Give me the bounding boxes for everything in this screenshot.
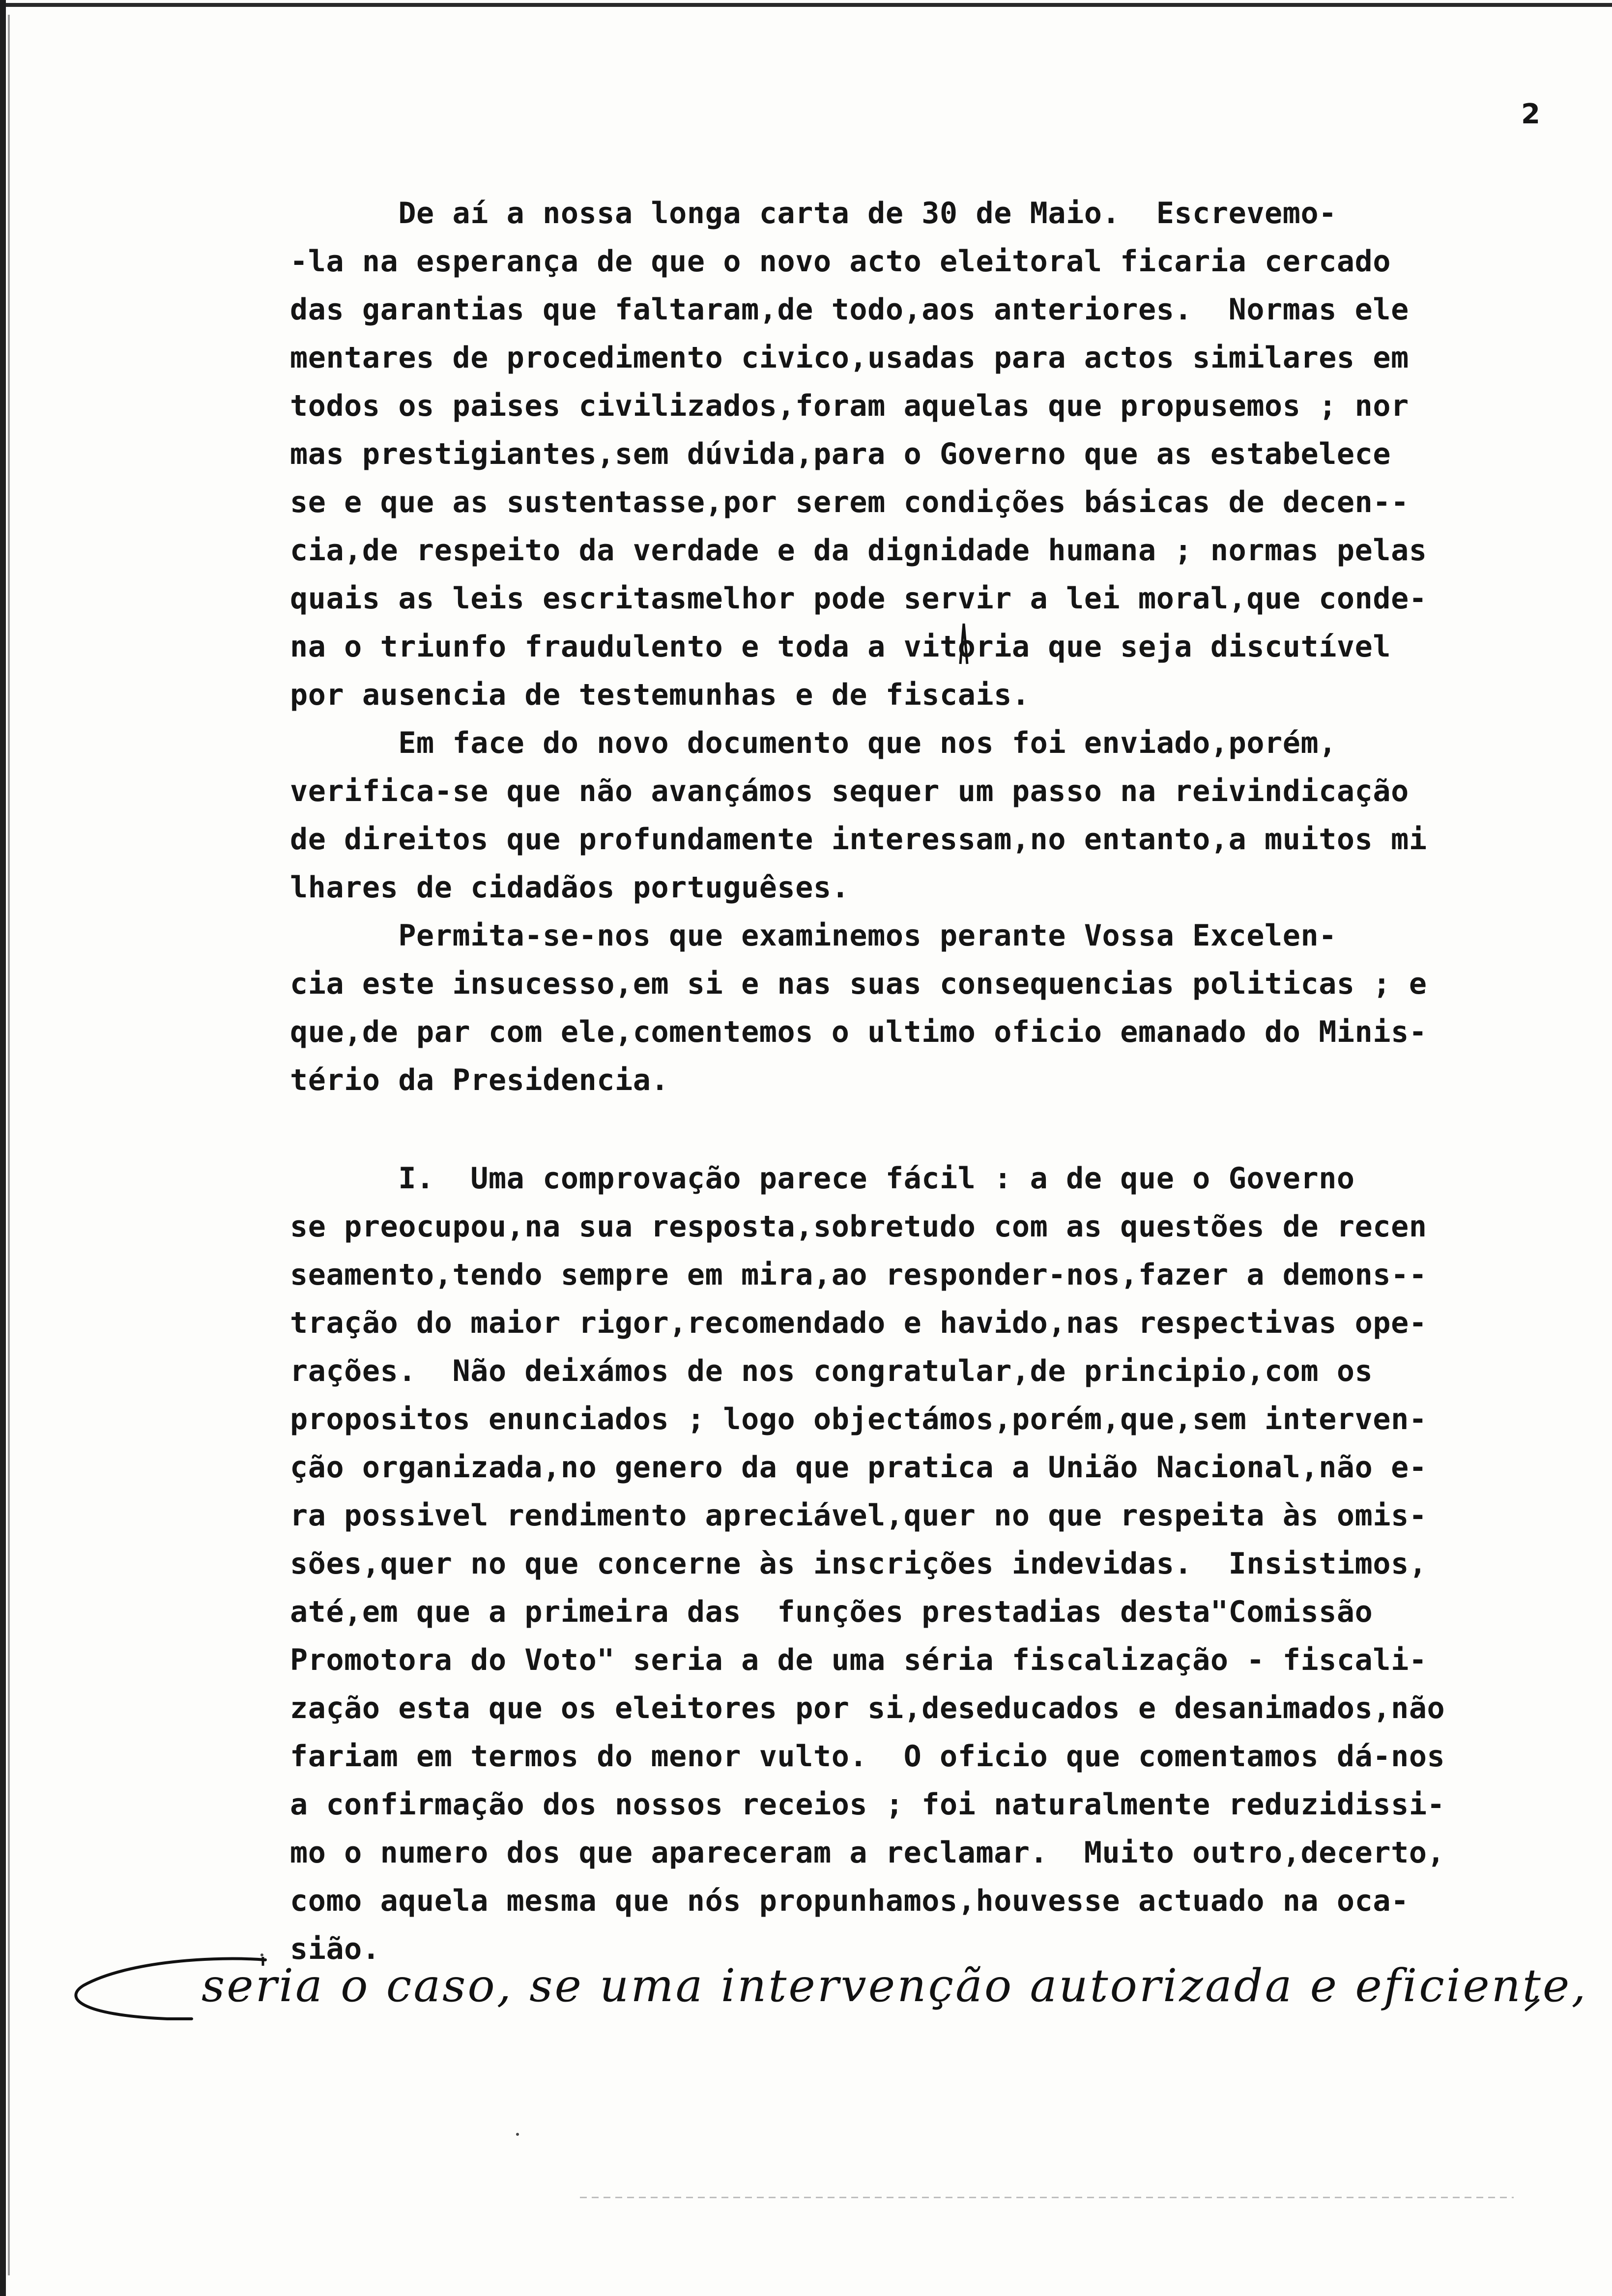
text-line: rações. Não deixámos de nos congratular,de principio,com os xyxy=(290,1354,1373,1388)
text-line: se preocupou,na sua resposta,sobretudo com as questões de recen xyxy=(290,1209,1427,1244)
paragraph-3 xyxy=(290,912,1587,1104)
scan-top-edge xyxy=(0,3,1612,7)
text-line: -la na esperança de que o novo acto eleitoral ficaria cercado xyxy=(290,244,1391,279)
text-line: cia,de respeito da verdade e da dignidade humana ; normas pelas xyxy=(290,533,1427,568)
text-line: das garantias que faltaram,de todo,aos anteriores. Normas ele xyxy=(290,292,1409,327)
text-line: sões,quer no que concerne às inscrições indevidas. Insistimos, xyxy=(290,1547,1427,1581)
text-line: mentares de procedimento civico,usadas para actos similares em xyxy=(290,341,1409,375)
text-line: mas prestigiantes,sem dúvida,para o Governo que as estabelece xyxy=(290,437,1391,471)
text-line: a confirmação dos nossos receios ; foi naturalmente reduzidissi- xyxy=(290,1787,1445,1822)
text-line: seamento,tendo sempre em mira,ao responder-nos,fazer a demons-- xyxy=(290,1258,1427,1292)
text-line: que,de par com ele,comentemos o ultimo oficio emanado do Minis- xyxy=(290,1015,1427,1049)
paragraph-section-i xyxy=(290,1154,1587,1973)
text-line: quais as leis escritasmelhor pode servir a lei moral,que conde- xyxy=(290,581,1427,616)
text-line: cia este insucesso,em si e nas suas consequencias politicas ; e xyxy=(290,967,1427,1001)
text-line: como aquela mesma que nós propunhamos,houvesse actuado na oca- xyxy=(290,1884,1409,1918)
scan-left-edge xyxy=(0,0,6,2296)
text-line: se e que as sustentasse,por serem condições básicas de decen-- xyxy=(290,485,1409,519)
text-line: até,em que a primeira das funções prestadias desta"Comissão xyxy=(290,1595,1373,1629)
paragraph-2 xyxy=(290,719,1587,912)
typed-letter-body xyxy=(290,189,1587,1973)
text-line: verifica-se que não avançámos sequer um passo na reivindicação xyxy=(290,774,1409,808)
text-line: na o triunfo fraudulento e toda a vitoria que seja discutível xyxy=(290,630,1391,664)
handwritten-insertion-text: seria o caso, se uma intervenção autorizada e eficiente, xyxy=(202,1959,1588,2012)
text-line: I. Uma comprovação parece fácil : a de que o Governo xyxy=(290,1161,1355,1196)
text-line: Permita-se-nos que examinemos perante Vossa Excelen- xyxy=(290,918,1337,953)
text-line: mo o numero dos que apareceram a reclamar. Muito outro,decerto, xyxy=(290,1836,1445,1870)
text-line: todos os paises civilizados,foram aquelas que propusemos ; nor xyxy=(290,389,1409,423)
text-line: propositos enunciados ; logo objectámos,porém,que,sem interven- xyxy=(290,1402,1427,1436)
text-line: sião. xyxy=(290,1932,380,1966)
text-line: De aí a nossa longa carta de 30 de Maio. Escrevemo- xyxy=(290,196,1337,230)
text-line: lhares de cidadãos portuguêses. xyxy=(290,870,850,905)
text-line: fariam em termos do menor vulto. O oficio que comentamos dá-nos xyxy=(290,1739,1445,1774)
page-number: 2 xyxy=(1521,98,1540,130)
text-line: ra possivel rendimento apreciável,quer no que respeita às omis- xyxy=(290,1498,1427,1533)
text-line: de direitos que profundamente interessam,no entanto,a muitos mi xyxy=(290,822,1427,857)
text-line: ção organizada,no genero da que pratica a União Nacional,não e- xyxy=(290,1450,1427,1485)
text-line: zação esta que os eleitores por si,deseducados e desanimados,não xyxy=(290,1691,1445,1725)
text-line: tério da Presidencia. xyxy=(290,1063,669,1097)
scan-speck xyxy=(516,2133,519,2136)
text-line: Em face do novo documento que nos foi enviado,porém, xyxy=(290,726,1337,760)
insertion-caret-mark xyxy=(958,622,969,666)
paragraph-1 xyxy=(290,189,1587,719)
section-spacer xyxy=(290,1104,1587,1154)
faint-bottom-rule xyxy=(580,2197,1514,2198)
scan-left-shadow xyxy=(8,15,10,2275)
text-line: por ausencia de testemunhas e de fiscais. xyxy=(290,678,1030,712)
text-line: Promotora do Voto" seria a de uma séria fiscalização - fiscali- xyxy=(290,1643,1427,1677)
text-line: tração do maior rigor,recomendado e havido,nas respectivas ope- xyxy=(290,1306,1427,1340)
scan-speck xyxy=(260,1953,263,1956)
